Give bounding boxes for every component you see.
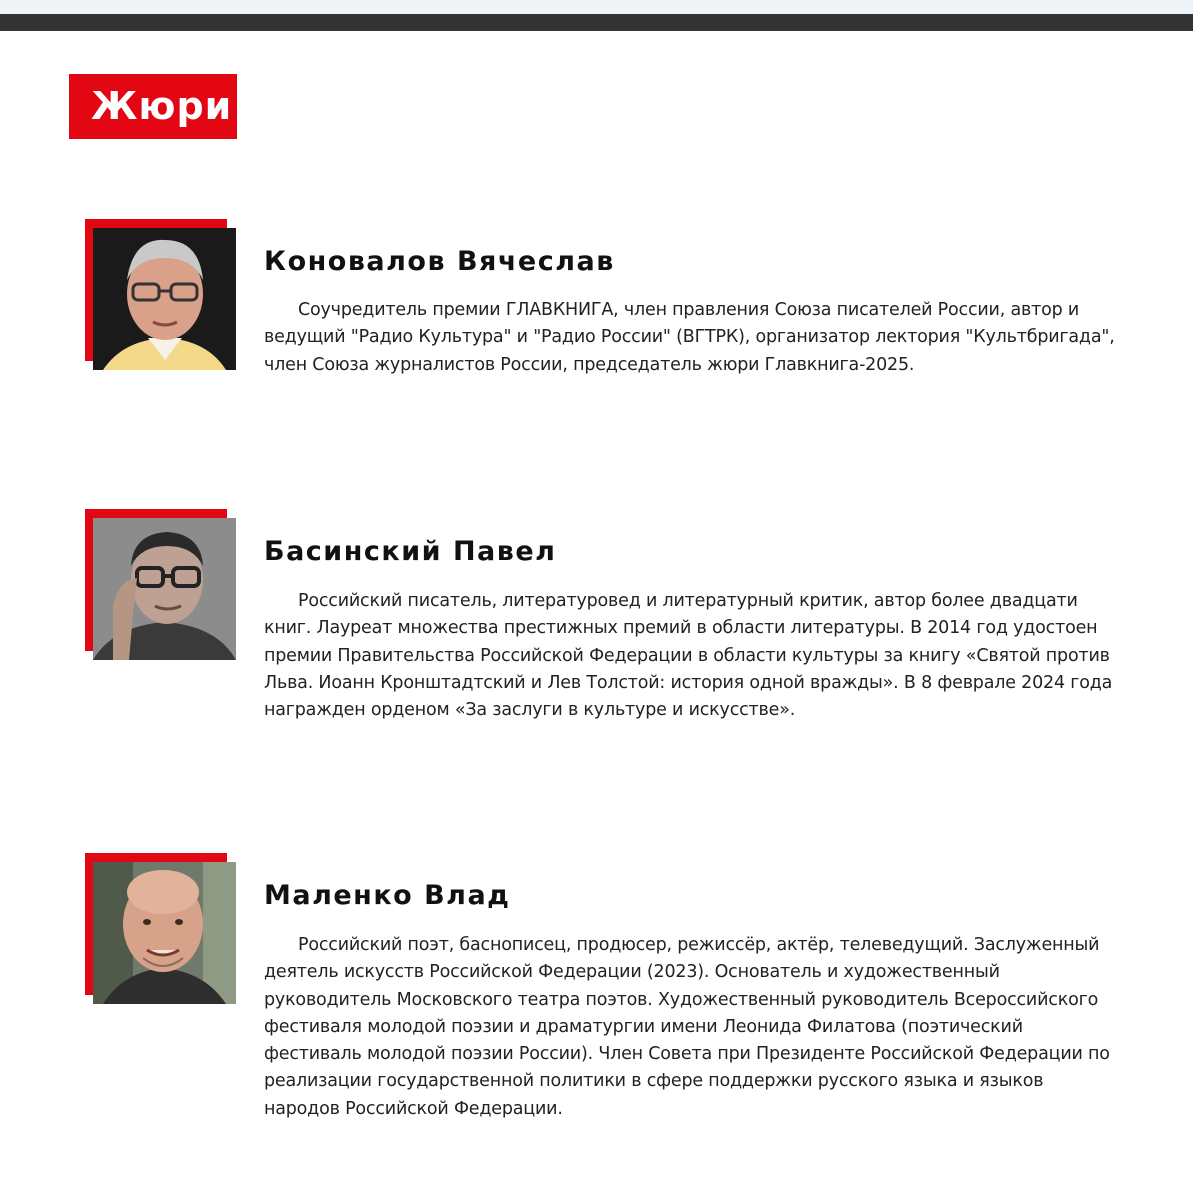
member-bio: Российский поэт, баснописец, продюсер, режиссёр, актёр, телеведущий. Заслуженный деятель искусств Российской Федерации (2023). Основатель и художественный руководитель Московского театра поэтов. Художественный руководитель Всероссийского фестиваля молодой поэзии и драматургии имени Леонида Филатова (поэтический фестиваль молодой поэзии России). Член Совета при Президенте Российской Федерации по реализации государственной политики в сфере поддержки русского языка и языков народов Российской Федерации. [264, 935, 1110, 1119]
member-photo-malenko [93, 862, 236, 1004]
member-name: Басинский Павел [264, 536, 557, 567]
member-name: Маленко Влад [264, 880, 511, 911]
section-title-jury: Жюри [69, 74, 237, 139]
member-bio: Соучредитель премии ГЛАВКНИГА, член правления Союза писателей России, автор и ведущий "Радио Культура" и "Радио России" (ВГТРК), организатор лектория "Культбригада", член Союза журналистов России, председатель жюри Главкнига-2025. [264, 300, 1115, 375]
site-header-bar [0, 14, 1193, 31]
member-photo-konovalov [93, 228, 236, 370]
member-photo-basinsky [93, 518, 236, 660]
member-bio: Российский писатель, литературовед и литературный критик, автор более двадцати книг. Лауреат множества престижных премий в области литературы. В 2014 год удостоен премии Правительства Российской Федерации в области культуры за книгу «Святой против Льва. Иоанн Кронштадтский и Лев Толстой: история одной вражды». В 8 феврале 2024 года награжден орденом «За заслуги в культуре и искусстве». [264, 591, 1113, 721]
member-name: Коновалов Вячеслав [264, 246, 615, 277]
browser-top-strip [0, 0, 1193, 14]
